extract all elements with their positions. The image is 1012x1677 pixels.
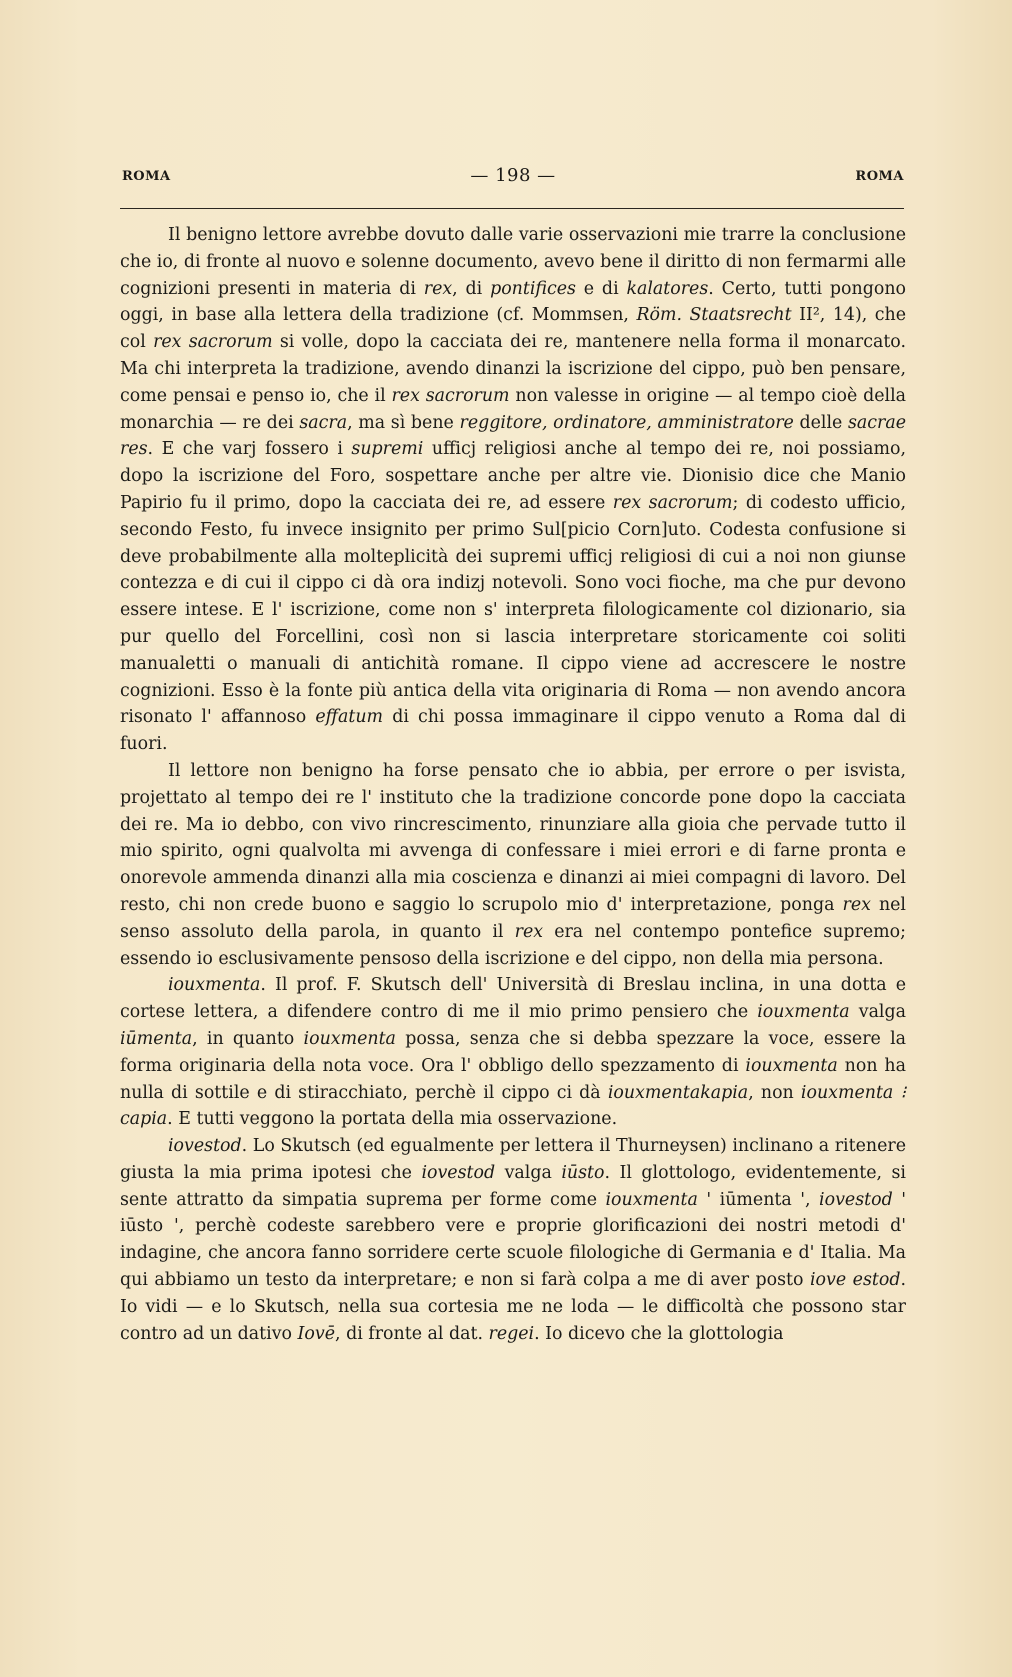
text-run: Il benigno lettore avrebbe dovuto dalle varie osservazioni mie trarre la conclusione che io, di fronte al nuovo e solenne documento, avevo bene il diritto di non fermarmi alle cognizioni presenti in materia di <box>120 225 906 299</box>
italic-term: rex sacrorum <box>391 385 510 406</box>
paragraph-4 <box>120 1133 906 1347</box>
text-run: valga <box>849 1002 906 1023</box>
text-run: , in quanto <box>192 1028 304 1049</box>
section-keyword: iovestod <box>168 1136 242 1157</box>
page-number: — 198 — <box>470 165 556 186</box>
italic-term: iouxmenta ⁝ capia <box>120 1082 906 1130</box>
header-rule <box>120 208 904 209</box>
body-text <box>120 222 906 1347</box>
text-run: , di fronte al dat. <box>335 1323 489 1344</box>
text-run: e di <box>575 278 627 299</box>
section-keyword: iouxmenta <box>168 975 261 996</box>
italic-term: kalatores <box>626 278 709 299</box>
italic-term: pontifices <box>490 278 576 299</box>
text-run: . Il glottologo, evidentemente, si sente attratto da simpatia suprema per forme come <box>120 1162 906 1210</box>
text-run: , non <box>748 1082 801 1103</box>
italic-term: reggitore, ordinatore, amministratore <box>459 412 794 433</box>
text-run: di chi possa immaginare il cippo venuto a Roma dal di fuori. <box>120 707 906 755</box>
text-run: . E che varj fossero i <box>147 439 352 460</box>
text-run: non ha nulla di sottile e di stiracchiato, perchè il cippo ci dà <box>120 1055 906 1103</box>
text-run: , di <box>452 278 491 299</box>
text-run: ufficj religiosi anche al tempo dei re, noi possiamo, dopo la iscrizione del Foro, sospettare anche per altre vie. Dionisio dice che Manio Papirio fu il primo, dopo la cacciata dei re, ad essere <box>120 439 906 513</box>
text-run: II², 14), che col <box>120 305 906 353</box>
text-run: si volle, dopo la cacciata dei re, mantenere nella forma il monarcato. Ma chi interpreta la tradizione, avendo dinanzi la iscrizione del cippo, può ben pensare, come pensai e penso io, che il <box>120 332 906 406</box>
text-run: . Io dicevo che la glottologia <box>534 1323 784 1344</box>
italic-term: iūmenta <box>120 1028 193 1049</box>
italic-term: supremi <box>351 439 424 460</box>
italic-term: rex <box>423 278 453 299</box>
italic-term: sacra <box>299 412 348 433</box>
italic-term: effatum <box>315 707 384 728</box>
text-run: valga <box>495 1162 562 1183</box>
italic-term: rex <box>514 921 544 942</box>
italic-term: iouxmenta <box>757 1002 850 1023</box>
italic-term: regei <box>488 1323 535 1344</box>
italic-term: rex sacrorum <box>153 332 273 353</box>
italic-term: rex <box>842 894 871 915</box>
paragraph-1 <box>120 222 906 758</box>
text-run: Il lettore non benigno ha forse pensato che io abbia, per errore o per isvista, projettato al tempo dei re l' instituto che la tradizione concorde pone dopo la cacciata dei re. Ma io debbo, con vivo rincrescimento, rinunziare alla gioia che pervade tutto il mio spirito, ogni qualvolta mi avvenga di confessare i miei errori e di farne pronta e onorevole ammenda dinanzi alla mia coscienza e dinanzi ai miei compagni di lavoro. Del resto, chi non crede buono e saggio lo scrupolo mio d' interpretazione, ponga <box>120 760 906 915</box>
italic-term: rex sacrorum <box>612 492 733 513</box>
text-run: ' iūsto ', perchè codeste sarebbero vere e proprie glorificazioni dei nostri metodi d' indagine, che ancora fanno sorridere certe scuole filologiche di Germania e d' Italia. Ma qui abbiamo un testo da interpretare; e non si farà colpa a me di aver posto <box>120 1189 906 1291</box>
text-run: possa, senza che si debba spezzare la voce, essere la forma originaria della nota voce. Ora l' obbligo dello spezzamento di <box>120 1028 907 1076</box>
running-header <box>122 165 904 189</box>
text-run: ; di codesto ufficio, secondo Festo, fu invece insignito per primo Sul[picio Corn]uto. Codesta confusione si deve probabilmente alla molteplicità dei supremi ufficj religiosi di cui a noi non giunse contezza e di cui il cippo ci dà ora indizj notevoli. Sono voci fioche, ma che pur devono essere intese. E l' iscrizione, come non s' interpreta filologicamente col dizionario, sia pur quello del Forcellini, così non si lascia interpretare storicamente coi soliti manualetti o manuali di antichità romane. Il cippo viene ad accrescere le nostre cognizioni. Esso è la fonte più antica della vita originaria di Roma — non avendo ancora risonato l' affannoso <box>120 492 906 728</box>
text-run: delle <box>793 412 848 433</box>
italic-term: iouxmenta <box>745 1055 838 1076</box>
italic-term: iovestod <box>819 1189 893 1210</box>
text-run: . Io vidi — e lo Skutsch, nella sua cortesia me ne loda — le difficoltà che possono star contro ad un dativo <box>120 1270 906 1344</box>
italic-term: iove estod <box>810 1270 901 1291</box>
italic-term: iūsto <box>561 1162 605 1183</box>
header-left-title: ROMA <box>122 169 171 184</box>
italic-term: sacrae res <box>120 412 906 460</box>
text-run: era nel contempo pontefice supremo; essendo io esclusivamente pensoso della iscrizione e del cippo, non della mia persona. <box>120 921 906 969</box>
header-right-title: ROMA <box>855 169 904 184</box>
italic-term: Iovē <box>297 1323 336 1344</box>
text-run: ' iūmenta ', <box>697 1189 820 1210</box>
italic-term: iouxmenta <box>303 1028 396 1049</box>
text-run: . Lo Skutsch (ed egualmente per lettera il Thurneysen) inclinano a ritenere giusta la mia prima ipotesi che <box>120 1136 906 1183</box>
text-run: non valesse in origine — al tempo cioè della monarchia — re dei <box>120 385 906 433</box>
text-run: . Il prof. F. Skutsch dell' Università di Breslau inclina, in una dotta e cortese lettera, a difendere contro di me il mio primo pensiero che <box>120 975 906 1023</box>
italic-term: iovestod <box>421 1162 496 1183</box>
paragraph-3 <box>120 972 906 1133</box>
text-run: , ma sì bene <box>347 412 460 433</box>
text-run: . E tutti veggono la portata della mia osservazione. <box>167 1109 618 1130</box>
italic-term: iouxmenta <box>605 1189 698 1210</box>
italic-term: iouxmentakapia <box>607 1082 749 1103</box>
italic-term: Röm. Staatsrecht <box>636 305 792 326</box>
text-run: nel senso assoluto della parola, in quanto il <box>120 894 906 942</box>
paragraph-2 <box>120 758 906 972</box>
text-run: . Certo, tutti pongono oggi, in base alla lettera della tradizione (cf. Mommsen, <box>120 278 906 326</box>
